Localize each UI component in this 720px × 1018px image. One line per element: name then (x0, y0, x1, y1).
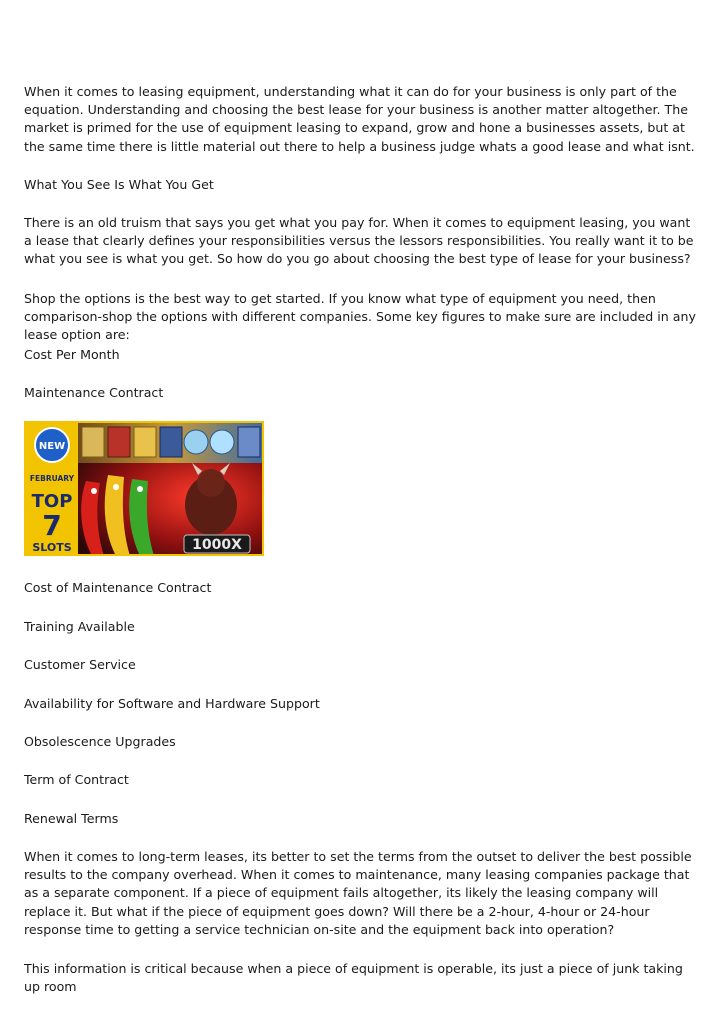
list-item: Renewal Terms (24, 811, 119, 826)
list-item: Training Available (24, 619, 135, 634)
new-badge-label: NEW (38, 441, 66, 452)
multiplier-label: 1000X (192, 537, 242, 553)
body-paragraph: This information is critical because when a piece of equipment is operable, its just a piece of junk taking up room (24, 961, 683, 995)
list-item: Cost of Maintenance Contract (24, 580, 212, 595)
body-paragraph: When it comes to long-term leases, its better to set the terms from the outset to deliver the best possible results to the company overhead. When it comes to maintenance, many leasing companies package that as a separate component. If a piece of equipment fails altogether, its likely the leasing company will replace it. But what if the piece of equipment goes down? Will there be a 2-hour, 4-hour or 24-hour response time to getting a service technician on-site and the equipment back into operation? (24, 849, 692, 937)
cost-prefix: Cost (24, 347, 57, 362)
body-paragraph: Shop the options is the best way to get started. If you know what type of equipment you need, then comparison-shop the options with different companies. Some key figures to make sure are included in any lease option are: (24, 291, 696, 343)
list-item: Maintenance Contract (24, 385, 164, 400)
cost-line (24, 346, 696, 364)
top-label: TOP (31, 491, 73, 512)
section-heading: What You See Is What You Get (24, 177, 214, 192)
list-item: Term of Contract (24, 772, 129, 787)
intro-paragraph: When it comes to leasing equipment, understanding what it can do for your business is only part of the equation. Understanding and choosing the best lease for your business is another matter altogether. The market is primed for the use of equipment leasing to expand, grow and hone a businesses assets, but at the same time there is little material out there to help a business judge whats a good lease and what isnt. (24, 84, 695, 154)
cost-suffix: Per Month (56, 347, 120, 362)
body-paragraph: There is an old truism that says you get what you pay for. When it comes to equipment leasing, you want a lease that clearly defines your responsibilities versus the lessors responsibilities. You really want it to be what you see is what you get. So how do you go about choosing the best type of lease for your business? (24, 215, 694, 267)
pepper-characters (81, 475, 154, 556)
list-item: Availability for Software and Hardware Support (24, 696, 320, 711)
month-label: FEBRUARY (29, 474, 75, 483)
slots-banner-image[interactable] (24, 421, 264, 556)
top-number: 7 (42, 509, 62, 542)
slots-label: SLOTS (32, 541, 72, 554)
list-item: Customer Service (24, 657, 136, 672)
slots-banner-graphic (26, 423, 264, 556)
list-item: Obsolescence Upgrades (24, 734, 176, 749)
